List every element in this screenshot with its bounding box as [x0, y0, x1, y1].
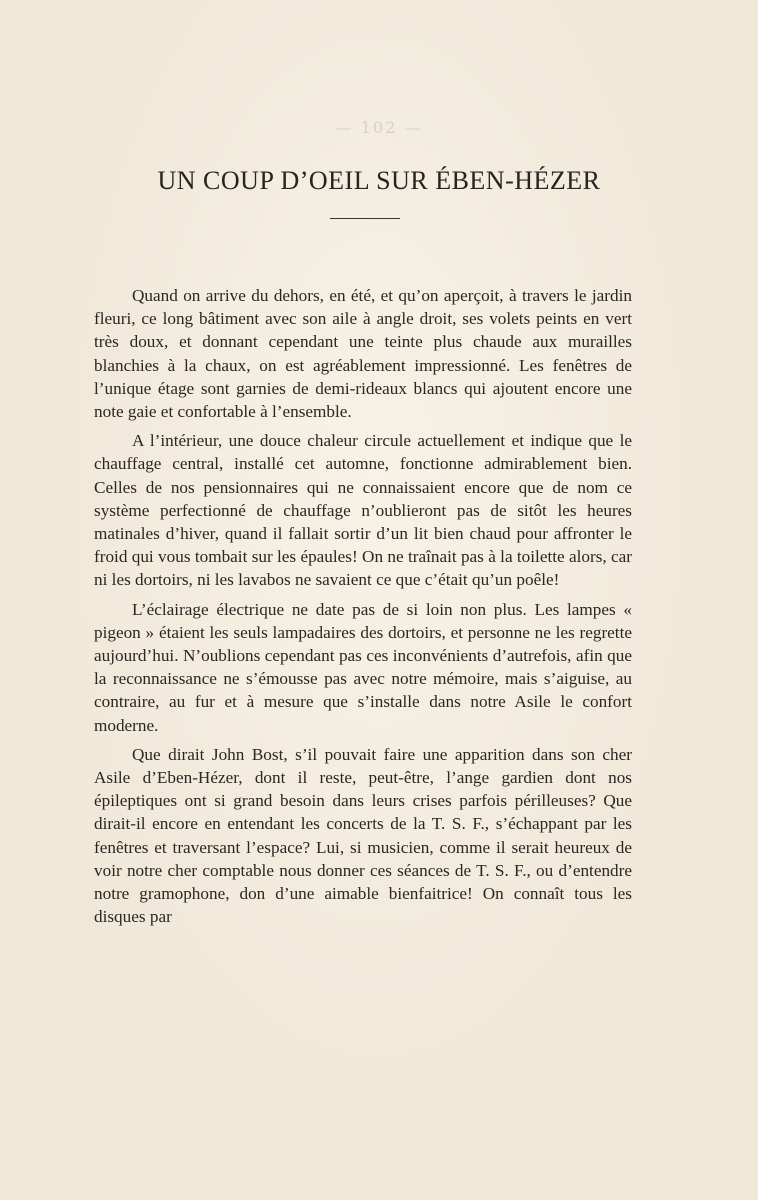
article-title: UN COUP D’OEIL SUR ÉBEN-HÉZER: [157, 166, 601, 195]
paragraph-1: Quand on arrive du dehors, en été, et qu’on aperçoit, à travers le jardin fleuri, ce long bâtiment avec son aile à angle droit, ses volets peints en vert très doux, et donnant cependant une teinte plus chaude aux murailles blanchies à la chaux, on est agréablement impressionné. Les fenêtres de l’unique étage sont garnies de demi-rideaux blancs qui ajoutent encore une note gaie et confortable à l’ensemble.: [94, 286, 632, 422]
page-number: — 102 —: [335, 118, 423, 137]
title-divider: [330, 218, 400, 219]
paragraph-4: Que dirait John Bost, s’il pouvait faire une apparition dans son cher Asile d’Eben-Hézer, dont il reste, peut-être, l’ange gardien dont nos épileptiques ont si grand besoin dans leurs crises parfois périlleuses? Que dirait-il encore en entendant les concerts de la T. S. F., s’échappant par les fenêtres et traversant l’espace? Lui, si musicien, comme il serait heureux de voir notre cher comptable nous donner ces séances de T. S. F., ou d’entendre notre gramophone, don d’une aimable bienfaitrice! On connaît tous les disques par: [94, 744, 632, 927]
paragraph-3: L’éclairage électrique ne date pas de si loin non plus. Les lampes « pigeon » étaient les seuls lampadaires des dortoirs, et personne ne les regrette aujourd’hui. N’oublions cependant pas ces inconvénients d’autrefois, afin que la reconnaissance ne s’émousse pas avec notre mémoire, mais s’aiguise, au contraire, au fur et à mesure que s’installe dans notre Asile le confort moderne.: [94, 599, 632, 735]
paragraph-2: A l’intérieur, une douce chaleur circule actuellement et indique que le chauffage central, installé cet automne, fonctionne admirablement bien. Celles de nos pensionnaires qui ne connaissaient encore que de nom ce système perfectionné de chauffage n’oublieront pas de sitôt les heures matinales d’hiver, quand il fallait sortir d’un lit bien chaud pour affronter le froid qui vous tombait sur les épaules! On ne traînait pas à la toilette alors, car ni les dortoirs, ni les lavabos ne savaient ce que c’était qu’un poêle!: [94, 431, 632, 590]
article-body: [94, 284, 632, 934]
